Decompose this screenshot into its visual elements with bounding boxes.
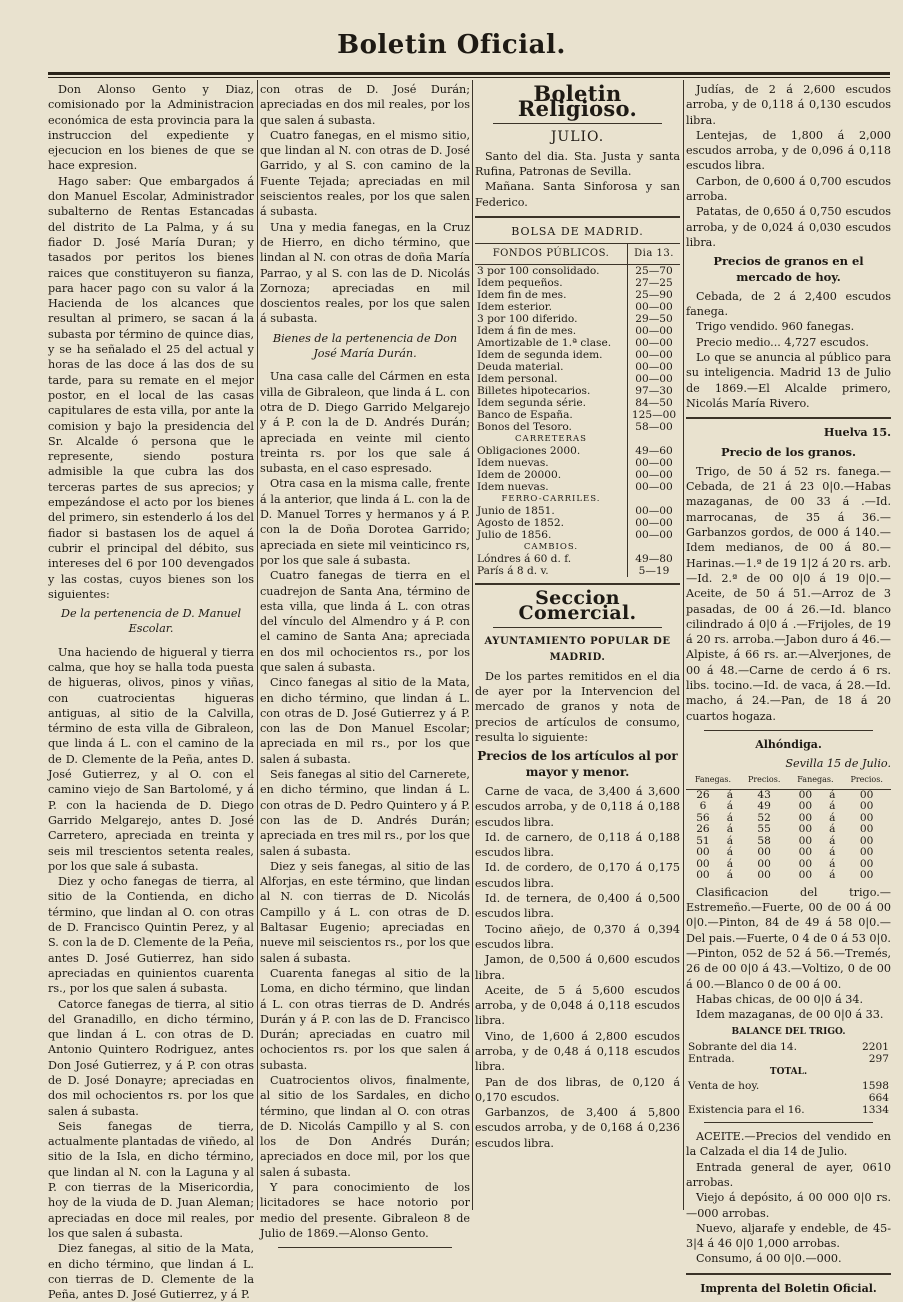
bolsa-value: 00—00 [628, 505, 681, 517]
bolsa-row [475, 553, 680, 565]
paragraph: Cuarenta fanegas al sitio de la Loma, en dicho término, que lindan á L. con otras tierras de D. Andrés Durán y á P. con las de D. Francisco Durán; apreciadas en cuatro mil ochocientos rs. por los que salen á subasta. [260, 966, 470, 1072]
paragraph: Catorce fanegas de tierra, al sitio del Granadillo, en dicho término, que lindan á L. con otras de D. Antonio Quintero Rodriguez, antes Don José Gutierrez, y á P. con otras de D. José Donayre; apreciadas en dos mil ochocientos rs. por los que salen á subasta. [48, 997, 254, 1118]
paragraph: Una haciendo de higueral y tierra calma, que hoy se halla toda puesta de higueras, olivos, pinos y viñas, con cuatrocientas higueras antiguas, al sitio de la Calvilla, término de esta villa de Gibraleon, que linda á L. con el camino de la de D. Clemente de la Peña, antes D. José Gutierrez, y al O. con el camino viejo de San Bartolomé, y á P. con la hacienda de D. Diego Garrido Melgarejo, antes D. José Carretero, apreciada en treinta y seis mil trescientos setenta reales, por los que sale á subasta. [48, 645, 254, 873]
price-item: Patatas, de 0,650 á 0,750 escudos arroba, y de 0,024 á 0,030 escudos libra. [686, 205, 891, 249]
alhondiga-cell: á [726, 857, 734, 870]
section-subtitle: Bienes de la pertenencia de Don José María Durán. [272, 331, 458, 361]
column-2 [260, 82, 470, 1262]
imprenta: Imprenta del Boletin Oficial. [700, 1281, 877, 1295]
balance-row [686, 1092, 891, 1104]
paragraph: Cinco fanegas al sitio de la Mata, en dicho término, que lindan á L. con otras de D. José Gutierrez y á P. con las de Don Manuel Escolar; apreciada en mil rs., por los que salen á subasta. [260, 676, 470, 766]
balance-row [686, 1104, 891, 1116]
bolsa-row [475, 301, 680, 313]
balance-table-1 [686, 1041, 891, 1065]
alhondiga-cell: 56 [696, 811, 710, 824]
bolsa-label: Idem personal. [477, 372, 558, 385]
anuncio: Lo que se anuncia al público para su inteligencia. Madrid 13 de Julio de 1869.—El Alcalde primero, Nicolás María Rivero. [686, 351, 891, 410]
divider [475, 216, 680, 218]
paragraph: Don Alonso Gento y Diaz, comisionado por la Administracion económica de esta provincia para la instruccion del expediente y ejecucion en los bienes de que se hace expresion. [48, 83, 254, 173]
bolsa-label: Idem nuevas. [477, 456, 549, 469]
alhondiga-cell: 26 [696, 823, 710, 836]
alhondiga-row [686, 870, 891, 882]
balance-value: 2201 [862, 1040, 889, 1053]
alhondiga-cell: á [829, 800, 836, 813]
price-item: Aceite, de 5 á 5,600 escudos arroba, y de 0,048 á 0,118 escudos libra. [475, 983, 680, 1028]
bolsa-label: Billetes hipotecarios. [477, 384, 591, 397]
alhondiga-cell: 00 [859, 823, 874, 836]
column-divider [683, 80, 684, 1210]
balance-row [686, 1041, 891, 1053]
grain-item: Cebada, de 2 á 2,400 escudos fanega. [686, 289, 891, 319]
aceite-item: Nuevo, aljarafe y endeble, de 45-3|4 á 46 0|0 1,000 arrobas. [686, 1221, 891, 1251]
bolsa-row [475, 481, 680, 493]
masthead-rule-thin [48, 77, 890, 78]
bolsa-value: 49—60 [628, 445, 681, 457]
balance-label: Sobrante del dia 14. [688, 1040, 798, 1053]
bolsa-value: 00—00 [628, 361, 681, 373]
bolsa-label: Deuda material. [477, 360, 564, 373]
alhondiga-cell: á [829, 811, 836, 824]
alhondiga-cell: 00 [859, 834, 874, 847]
total-label: TOTAL. [769, 1066, 808, 1077]
alhondiga-cell: 49 [757, 800, 771, 813]
balance-heading: BALANCE DEL TRIGO. [731, 1027, 846, 1038]
alhondiga-cell: 00 [859, 869, 874, 882]
alhondiga-cell: á [726, 869, 734, 882]
alhondiga-cell: 55 [757, 823, 771, 836]
balance-label: Venta de hoy. [688, 1080, 760, 1093]
bolsa-row [475, 517, 680, 529]
alhondiga-cell: 00 [757, 857, 771, 870]
alh-head: Precios. [842, 771, 891, 789]
bolsa-value: 97—30 [628, 385, 681, 397]
balance-value: 1598 [862, 1080, 889, 1093]
bolsa-label: Idem fin de mes. [477, 288, 567, 301]
bolsa-row [475, 289, 680, 301]
bolsa-label: Lóndres á 60 d. f. [477, 552, 572, 565]
paragraph: Diez y seis fanegas, al sitio de las Alforjas, en este término, que lindan al N. con tierras de D. Nicolás Campillo y á L. con otras de D. Baltasar Eugenio; apreciadas en nueve mil seiscientos rs., por los que salen á subasta. [260, 859, 470, 965]
bolsa-row [475, 529, 680, 541]
alhondiga-cell: 00 [696, 846, 710, 859]
bolsa-value: 00—00 [628, 529, 681, 541]
bolsa-value: 25—70 [628, 264, 681, 277]
bolsa-value: 00—00 [628, 469, 681, 481]
paragraph: Una casa calle del Cármen en esta villa de Gibraleon, que linda á L. con otra de D. Diego Garrido Melgarejo y á P. con la de D. Andrés Durán; apreciada en veinte mil ciento treinta rs. por los que sale á subasta, en el caso espresado. [260, 370, 470, 476]
bolsa-row [475, 457, 680, 469]
boletin-religioso-heading: Boletin Religioso. [517, 81, 638, 122]
bolsa-row [475, 421, 680, 433]
alhondiga-cell: á [829, 869, 836, 882]
bolsa-group-label: FERRO-CARRILES. [501, 493, 601, 504]
paragraph: Cuatrocientos olivos, finalmente, al sitio de los Sardales, en dicho término, que lindan al O. con otras de D. Nicolás Campillo y al S. con los de Don Andrés Durán; apreciados en doce mil, por los que salen á subasta. [260, 1074, 470, 1179]
bolsa-row [475, 397, 680, 409]
alhondiga-cell: á [726, 800, 734, 813]
bolsa-group-label: CAMBIOS. [523, 541, 579, 552]
bolsa-value: 00—00 [628, 457, 681, 469]
balance-value: 664 [868, 1092, 889, 1105]
bolsa-value: 84—50 [628, 397, 681, 409]
bolsa-value: 25—90 [628, 289, 681, 301]
bolsa-value: 00—00 [628, 301, 681, 313]
bolsa-row [475, 373, 680, 385]
alhondiga-heading: Alhóndiga. [755, 737, 822, 751]
masthead-rule [48, 72, 890, 75]
bolsa-value: 29—50 [628, 313, 681, 325]
alhondiga-cell: 00 [798, 811, 813, 824]
santo-del-dia: Santo del dia. Sta. Justa y santa Rufina, Patronas de Sevilla. [475, 149, 680, 179]
bolsa-label: Idem esterior. [477, 300, 552, 313]
price-item: Pan de dos libras, de 0,120 á 0,170 escudos. [475, 1075, 680, 1104]
column-divider [257, 80, 258, 1210]
bolsa-group [475, 433, 680, 445]
price-item: Carbon, de 0,600 á 0,700 escudos arroba. [686, 174, 891, 204]
divider [493, 123, 662, 124]
alh-head: Precios. [740, 771, 789, 789]
bolsa-label: 3 por 100 diferido. [477, 312, 578, 325]
alhondiga-cell: á [829, 823, 836, 836]
alhondiga-cell: á [726, 823, 734, 836]
alhondiga-cell: á [726, 788, 734, 801]
grain-item: Precio medio... 4,727 escudos. [696, 335, 869, 349]
balance-label [686, 1092, 849, 1104]
bolsa-group-label: CARRETERAS [515, 433, 587, 444]
price-item: Id. de cordero, de 0,170 á 0,175 escudos libra. [475, 861, 680, 890]
alhondiga-cell: 58 [757, 834, 771, 847]
bolsa-row [475, 445, 680, 457]
paragraph: Seis fanegas de tierra, actualmente plantadas de viñedo, al sitio de la Isla, en dicho término, que lindan al N. con la Laguna y al P. con tierras de la Misericordia, hoy de la viuda de D. Juan Aleman; apreciadas en doce mil reales, por los que salen á subasta. [48, 1119, 254, 1240]
bolsa-label: Bonos del Tesoro. [477, 420, 572, 433]
balance-label: Entrada. [688, 1052, 735, 1065]
alhondiga-cell: 00 [798, 823, 813, 836]
bolsa-label: Junio de 1851. [477, 504, 555, 517]
alh-head: Fanegas. [788, 771, 842, 789]
aceite-item: Entrada general de ayer, 0610 arrobas. [686, 1160, 891, 1189]
divider [686, 417, 891, 419]
alhondiga-cell: 00 [859, 857, 874, 870]
bolsa-value: 125—00 [628, 409, 681, 421]
bolsa-row [475, 264, 680, 277]
alhondiga-cell: 00 [859, 846, 874, 859]
alhondiga-table [686, 771, 891, 881]
bolsa-value: 00—00 [628, 337, 681, 349]
seccion-comercial-heading: Seccion Comercial. [518, 586, 637, 624]
bolsa-row [475, 409, 680, 421]
bolsa-label: París á 8 d. v. [477, 564, 549, 577]
column-1 [48, 82, 254, 1302]
alhondiga-cell: á [829, 834, 836, 847]
divider [493, 627, 662, 628]
bolsa-label: Amortizable de 1.ª clase. [477, 336, 612, 349]
price-item: Id. de ternera, de 0,400 á 0,500 escudos libra. [475, 892, 680, 921]
paragraph: Seis fanegas al sitio del Carnerete, en dicho término, que lindan á L. con otras de D. Pedro Quintero y á P. con las de D. Andrés Durán; apreciada en tres mil rs., por los que salen á subasta. [260, 768, 470, 858]
bolsa-label: Idem segunda série. [477, 396, 587, 409]
price-item: Id. de carnero, de 0,118 á 0,188 escudos libra. [475, 830, 680, 860]
habas-chicas: Habas chicas, de 00 0|0 á 34. [696, 992, 864, 1006]
bolsa-label: Banco de España. [477, 408, 573, 421]
price-item: Jamon, de 0,500 á 0,600 escudos libra. [475, 953, 680, 982]
alhondiga-cell: 00 [798, 788, 813, 801]
paragraph: Cuatro fanegas de tierra en el cuadrejon de Santa Ana, término de esta villa, que linda á L. con otras del vínculo del Almendro y á P. con el camino de Santa Ana; apreciada en dos mil ochocientos rs., por los que salen á subasta. [260, 569, 470, 674]
alhondiga-cell: 00 [859, 800, 874, 813]
paragraph: Otra casa en la misma calle, frente á la anterior, que linda á L. con la de D. Manuel Torres y hermanos y á P. con la de Doña Dorotea Garrido; apreciada en siete mil veinticinco rs, por los que sale á subasta. [260, 477, 470, 567]
alhondiga-cell: 00 [798, 834, 813, 847]
paragraph: con otras de D. José Durán; apreciadas en dos mil reales, por los que salen á subasta. [260, 83, 470, 127]
bolsa-row [475, 505, 680, 517]
bolsa-label: 3 por 100 consolidado. [477, 264, 600, 277]
bolsa-value: 27—25 [628, 277, 681, 289]
bolsa-label: Julio de 1856. [477, 528, 552, 541]
end-rule [278, 1247, 452, 1248]
bolsa-group-spacer [628, 433, 681, 445]
divider [686, 1273, 891, 1275]
bolsa-value: 58—00 [628, 421, 681, 433]
bolsa-value: 00—00 [628, 325, 681, 337]
paragraph: Diez fanegas, al sitio de la Mata, en dicho término, que lindan á L. con tierras de D. Clemente de la Peña, antes D. José Gutierrez, y á P. [48, 1242, 254, 1302]
bolsa-group [475, 541, 680, 553]
column-3 [475, 82, 680, 1262]
clasificacion-trigo: Clasificacion del trigo.—Estremeño.—Fuerte, 00 de 00 á 00 0|0.—Pinton, 84 de 49 á 58 0|0.—Del pais.—Fuerte, 0 4 de 0 á 53 0|0.—Pinton, 052 de 52 á 56.—Tremés, 26 de 00 0|0 á 43.—Voltizo, 0 de 00 á 00.—Blanco 0 de 00 á 00. [686, 885, 891, 991]
bolsa-group [475, 493, 680, 505]
price-item: Garbanzos, de 3,400 á 5,800 escudos arroba, y de 0,168 á 0,236 escudos libra. [475, 1106, 680, 1150]
bolsa-label: Idem nuevas. [477, 480, 549, 493]
price-item: Judías, de 2 á 2,600 escudos arroba, y de 0,118 á 0,130 escudos libra. [686, 83, 891, 127]
bolsa-label: Idem á fin de mes. [477, 324, 577, 337]
alhondiga-cell: 26 [696, 788, 710, 801]
divider [475, 583, 680, 585]
bolsa-group-spacer [628, 541, 681, 553]
manana: Mañana. Santa Sinforosa y san Federico. [475, 180, 680, 209]
grain-item: Trigo vendido. 960 fanegas. [696, 320, 855, 334]
paragraph: Hago saber: Que embargados á don Manuel Escolar, Administrador subalterno de Rentas Estancadas del distrito de La Palma, y á su fiador D. José María Duran; y tasados por peritos los bienes raices que constituyeron su fianza, para hacer pago con su valor á la Hacienda de los alcances que resultan al primero, se sacan á la subasta por término de quince dias, y se ha señalado el 25 del actual y horas de las doce á las dos de su tarde, para su remate en el mejor postor, en el local de las casas capitulares de esta villa, por ante la comision y bajo la presidencia del Sr. Alcalde ó persona que le represente, siendo postura admisible la que cubra las dos terceras partes de sus aprecios; y empezándose el acto por los bienes del primero, sin estenderlo á los del fiador si bastasen los de aquel á cubrir el principal del débito, sus intereses del 6 por 100 devengados y las costas, cuyos bienes son los siguientes: [48, 174, 254, 601]
ayuntamiento-heading: AYUNTAMIENTO POPULAR DE MADRID. [484, 636, 671, 663]
alhondiga-cell: 00 [757, 869, 771, 882]
aceite-item: Viejo á depósito, á 00 000 0|0 rs.—000 arrobas. [686, 1191, 891, 1220]
bolsa-head-dia: Dia 13. [628, 244, 681, 264]
alhondiga-cell: á [726, 834, 734, 847]
bolsa-row [475, 337, 680, 349]
balance-row [686, 1080, 891, 1092]
bolsa-label: Idem de 20000. [477, 468, 562, 481]
column-divider [472, 80, 473, 1210]
alh-head: Fanegas. [686, 771, 740, 789]
bolsa-value: 00—00 [628, 481, 681, 493]
bolsa-group-spacer [628, 493, 681, 505]
bolsa-value: 5—19 [628, 565, 681, 577]
bolsa-label: Obligaciones 2000. [477, 444, 581, 457]
bolsa-row [475, 325, 680, 337]
paragraph: Una y media fanegas, en la Cruz de Hierro, en dicho término, que lindan al N. con otras de doña María Parrao, y al S. con las de D. Nicolás Zornoza; apreciadas en mil doscientos reales, por los que salen á subasta. [260, 220, 470, 326]
section-subtitle: De la pertenencia de D. Manuel Escolar. [60, 607, 242, 636]
bolsa-value: 00—00 [628, 517, 681, 529]
bolsa-row [475, 469, 680, 481]
aceite-item: Consumo, á 00 0|0.—000. [696, 1252, 842, 1266]
aceite-heading: ACEITE.—Precios del vendido en la Calzada el dia 14 de Julio. [686, 1130, 891, 1159]
bolsa-value: 00—00 [628, 349, 681, 361]
bolsa-value: 00—00 [628, 373, 681, 385]
bolsa-value: 49—80 [628, 553, 681, 565]
alhondiga-cell: 00 [696, 857, 710, 870]
granos-heading: Precios de granos en el mercado de hoy. [713, 254, 864, 284]
alhondiga-cell: 52 [757, 811, 771, 824]
alhondiga-cell: 00 [696, 869, 710, 882]
paragraph: Diez y ocho fanegas de tierra, al sitio de la Contienda, en dicho término, que lindan al O. con otras de D. Francisco Quintin Perez, y al S. con la de D. Clemente de la Peña, antes D. José Gutierrez, han sido apreciadas en quinientos cuarenta rs., por los que salen á subasta. [48, 875, 254, 996]
huelva-date: Huelva 15. [823, 425, 891, 440]
alhondiga-cell: 00 [859, 788, 874, 801]
paragraph: De los partes remitidos en el dia de ayer por la Intervencion del mercado de granos y nota de precios de artículos de consumo, resulta lo siguiente: [475, 669, 680, 745]
column-4 [686, 82, 891, 1295]
alhondiga-cell: 00 [798, 869, 813, 882]
paragraph: Cuatro fanegas, en el mismo sitio, que lindan al N. con otras de D. José Garrido, y al S. con camino de la Fuente Tejada; apreciadas en mil seiscientos reales, por los que salen á subasta. [260, 128, 470, 219]
price-item: Tocino añejo, de 0,370 á 0,394 escudos libra. [475, 922, 680, 951]
bolsa-row [475, 385, 680, 397]
alhondiga-cell: á [726, 846, 734, 859]
sevilla-date: Sevilla 15 de Julio. [785, 757, 891, 771]
alhondiga-cell: 6 [699, 800, 707, 813]
price-item: Lentejas, de 1,800 á 2,000 escudos arroba, y de 0,096 á 0,118 escudos libra. [686, 128, 891, 173]
huelva-prices: Trigo, de 50 á 52 rs. fanega.—Cebada, de 21 á 23 0|0.—Habas mazaganas, de 00 33 á .—Id. marrocanas, de 35 á 36.—Garbanzos gordos, de 000 á 140.—Idem medianos, de 00 á 80.—Harinas.—1.ª de 19 1|2 á 20 rs. arb.—Id. 2.ª de 00 0|0 á 19 0|0.—Aceite, de 50 á 51.—Arroz de 3 pasadas, de 00 á 26.—Id. blanco cilindrado á 0|0 á .—Frijoles, de 19 á 20 rs. arroba.—Jabon duro á 46.—Alpiste, á 66 rs. ar.—Alverjones, de 00 á 48.—Carne de cerdo á 6 rs. libs. tocino.—Id. de vaca, á 28.—Id. macho, á 24.—Pan, de 18 á 20 cuartos hogaza. [686, 464, 891, 723]
precios-heading: Precios de los artículos al por mayor y menor. [477, 749, 678, 779]
bolsa-row [475, 313, 680, 325]
divider [704, 730, 873, 731]
alhondiga-cell: 00 [798, 857, 813, 870]
bolsa-row [475, 277, 680, 289]
alhondiga-cell: á [829, 846, 836, 859]
alhondiga-cell: 43 [757, 788, 771, 801]
price-item: Vino, de 1,600 á 2,800 escudos arroba, y de 0,48 á 0,118 escudos libra. [475, 1029, 680, 1074]
alhondiga-cell: 00 [757, 846, 771, 859]
bolsa-label: Idem de segunda idem. [477, 348, 603, 361]
divider [704, 1122, 873, 1123]
alhondiga-cell: 00 [798, 846, 813, 859]
bolsa-head-fondos: FONDOS PÚBLICOS. [475, 244, 628, 264]
alhondiga-cell: á [829, 857, 836, 870]
alhondiga-cell: á [726, 811, 734, 824]
balance-value: 297 [868, 1052, 889, 1065]
huelva-heading: Precio de los granos. [720, 444, 856, 459]
alhondiga-cell: 00 [859, 811, 874, 824]
month-heading: JULIO. [550, 128, 605, 145]
idem-mazaganas: Idem mazaganas, de 00 0|0 á 33. [696, 1008, 884, 1022]
bolsa-row [475, 565, 680, 577]
balance-row [686, 1053, 891, 1065]
paragraph: Y para conocimiento de los licitadores se hace notorio por medio del presente. Gibraleon 8 de Julio de 1869.—Alonso Gento. [260, 1181, 470, 1240]
masthead: Boletin Oficial. [337, 30, 566, 60]
alhondiga-cell: 00 [798, 800, 813, 813]
bolsa-row [475, 349, 680, 361]
balance-label: Existencia para el 16. [688, 1104, 805, 1117]
alhondiga-cell: 51 [696, 834, 710, 847]
bolsa-table [475, 243, 680, 576]
balance-table-2 [686, 1080, 891, 1116]
bolsa-row [475, 361, 680, 373]
bolsa-label: Idem pequeños. [477, 276, 563, 289]
alhondiga-cell: á [829, 788, 836, 801]
bolsa-title: BOLSA DE MADRID. [511, 225, 644, 239]
balance-value: 1334 [862, 1104, 889, 1117]
price-item: Carne de vaca, de 3,400 á 3,600 escudos arroba, y de 0,118 á 0,188 escudos libra. [475, 784, 680, 829]
bolsa-label: Agosto de 1852. [477, 516, 564, 529]
